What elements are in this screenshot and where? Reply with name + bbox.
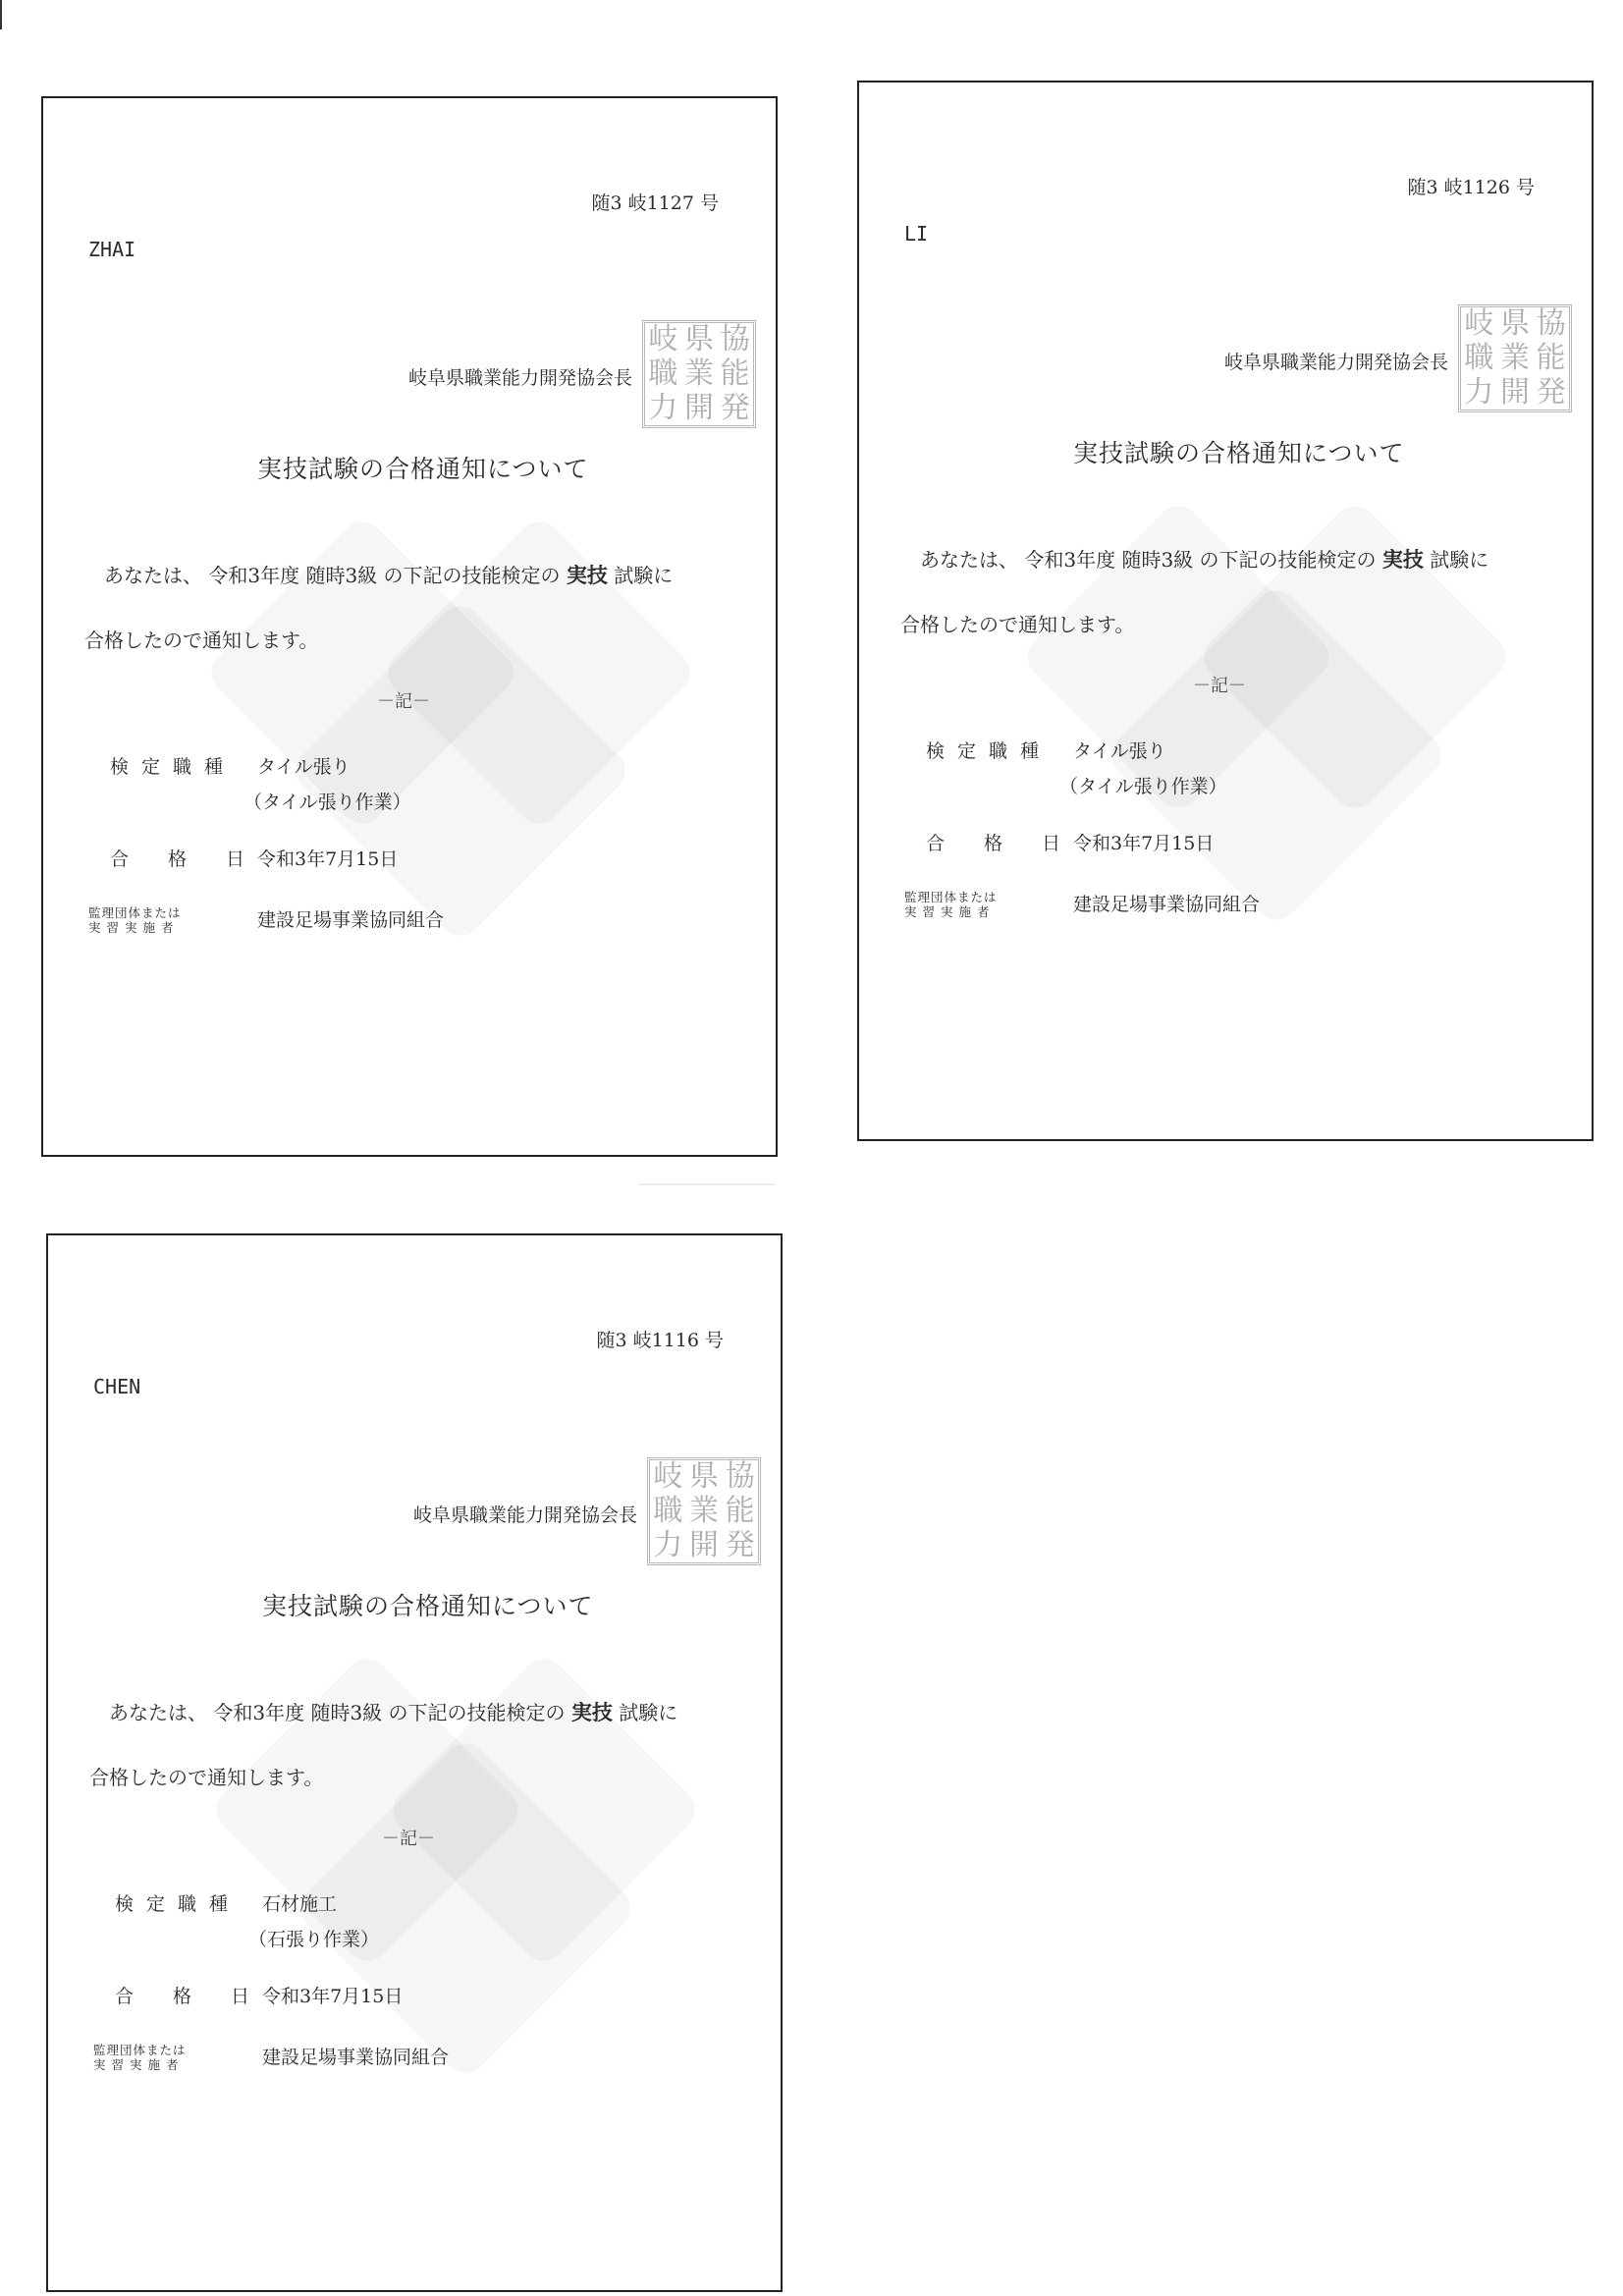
occupation-label: 検定職種 [110, 756, 237, 778]
occupation-value: タイル張り [257, 756, 351, 778]
notice-title: 実技試験の合格通知について [1073, 439, 1405, 467]
notice-body-line2: 合格したので通知します。 [900, 613, 1135, 636]
scan-edge-mark [0, 0, 2, 29]
issuer: 岐阜県職業能力開発協会長 [1223, 352, 1448, 373]
doc-number: 随3 岐1116 号 [596, 1330, 724, 1351]
org-name: 建設足場事業協同組合 [257, 909, 445, 931]
issuer: 岐阜県職業能力開発協会長 [407, 367, 632, 389]
pass-date: 令和3年7月15日 [1073, 833, 1215, 854]
work-type: （石張り作業） [248, 1929, 380, 1950]
issuer: 岐阜県職業能力開発協会長 [412, 1504, 637, 1526]
pass-date-label: 合格日 [115, 1986, 290, 2007]
pass-notice-zhai [41, 96, 778, 1157]
official-seal: 岐 県 協 職 業 能 力 開 発 [1458, 304, 1572, 412]
notice-body-line2: 合格したので通知します。 [84, 629, 319, 652]
ki-heading: －記－ [377, 691, 430, 712]
ki-heading: －記－ [382, 1829, 435, 1849]
notice-title: 実技試験の合格通知について [257, 455, 589, 483]
recipient-name: ZHAI [88, 238, 136, 261]
pass-notice-chen [46, 1233, 783, 2292]
occupation-label: 検定職種 [115, 1893, 242, 1915]
notice-body-line2: 合格したので通知します。 [89, 1766, 324, 1789]
notice-body-line1: あなたは、 令和3年度 随時3級 の下記の技能検定の 実技 試験に [920, 548, 1489, 572]
recipient-name: LI [904, 222, 929, 246]
pass-date-label: 合格日 [110, 848, 285, 870]
org-name: 建設足場事業協同組合 [1073, 894, 1261, 915]
pass-date-label: 合格日 [926, 833, 1101, 854]
notice-title: 実技試験の合格通知について [262, 1592, 594, 1620]
scan-artifact [638, 1183, 776, 1185]
ki-heading: －記－ [1193, 676, 1246, 696]
work-type: （タイル張り作業） [243, 792, 411, 813]
occupation-value: タイル張り [1073, 740, 1166, 762]
org-label: 監理団体または 実習実施者 [88, 905, 182, 935]
work-type: （タイル張り作業） [1059, 776, 1227, 797]
org-label: 監理団体または 実習実施者 [93, 2043, 187, 2072]
official-seal: 岐 県 協 職 業 能 力 開 発 [642, 320, 756, 428]
notice-body-line1: あなたは、 令和3年度 随時3級 の下記の技能検定の 実技 試験に [109, 1701, 678, 1724]
occupation-value: 石材施工 [262, 1893, 338, 1915]
pass-notice-li [857, 81, 1594, 1141]
org-name: 建設足場事業協同組合 [262, 2047, 450, 2068]
notice-body-line1: あなたは、 令和3年度 随時3級 の下記の技能検定の 実技 試験に [104, 564, 674, 587]
official-seal: 岐 県 協 職 業 能 力 開 発 [647, 1457, 761, 1565]
doc-number: 随3 岐1127 号 [591, 192, 719, 214]
occupation-label: 検定職種 [926, 740, 1053, 762]
pass-date: 令和3年7月15日 [262, 1986, 404, 2007]
doc-number: 随3 岐1126 号 [1407, 177, 1535, 198]
pass-date: 令和3年7月15日 [257, 848, 399, 870]
recipient-name: CHEN [93, 1375, 141, 1398]
org-label: 監理団体または 実習実施者 [904, 890, 998, 919]
